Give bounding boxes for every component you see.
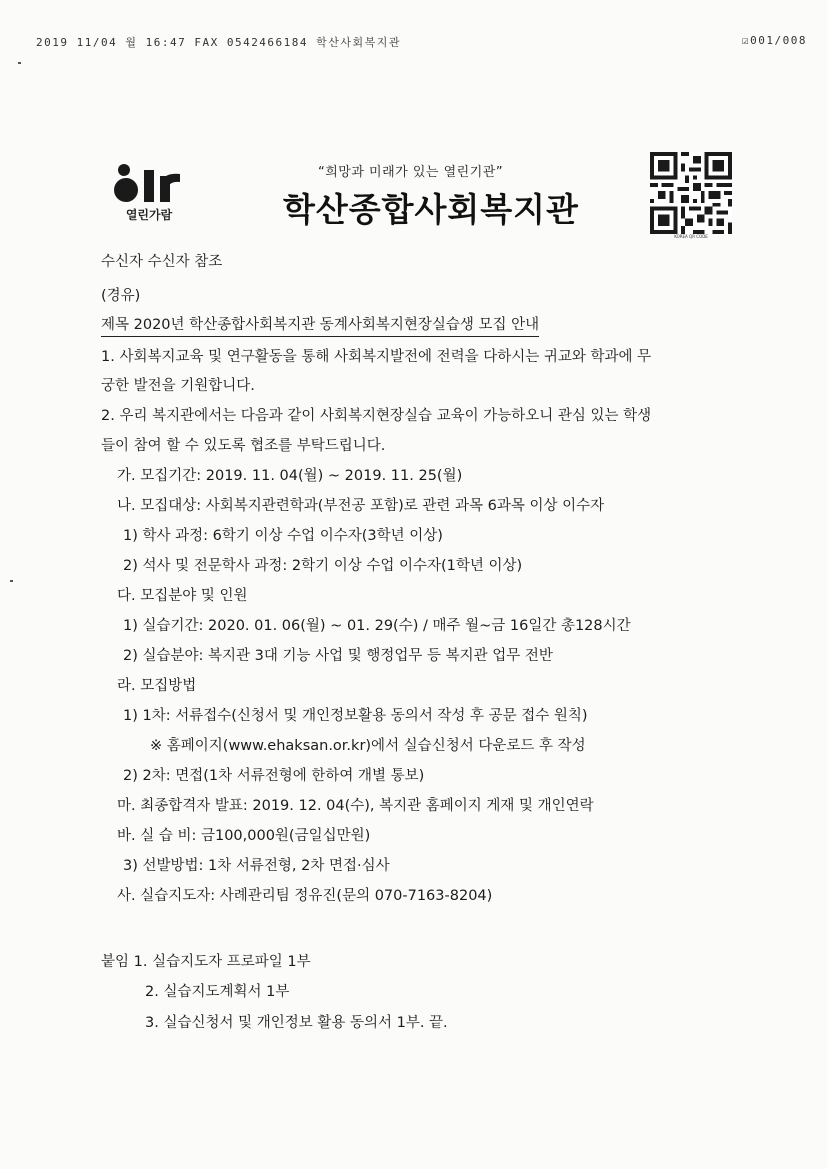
item-sa: 사. 실습지도자: 사례관리팀 정유진(문의 070-7163-8204) bbox=[117, 888, 493, 904]
paragraph-2-line-2: 들이 참여 할 수 있도록 협조를 부탁드립니다. bbox=[101, 438, 386, 454]
scan-speck bbox=[10, 580, 13, 582]
via-line: (경유) bbox=[101, 288, 141, 304]
item-ra: 라. 모집방법 bbox=[117, 678, 197, 694]
paragraph-2-line-1: 2. 우리 복지관에서는 다음과 같이 사회복지현장실습 교육이 가능하오니 관심 있는 학생 bbox=[101, 408, 652, 424]
paragraph-1-line-2: 궁한 발전을 기원합니다. bbox=[101, 378, 255, 394]
fax-page-counter: ☑001/008 bbox=[742, 34, 807, 47]
fax-transmission-info: 2019 11/04 월 16:47 FAX 0542466184 학산사회복지관 bbox=[36, 36, 402, 49]
item-ga: 가. 모집기간: 2019. 11. 04(월) ~ 2019. 11. 25(월) bbox=[117, 468, 463, 484]
item-na-2: 2) 석사 및 전문학사 과정: 2학기 이상 수업 이수자(1학년 이상) bbox=[123, 558, 523, 574]
item-na-1: 1) 학사 과정: 6학기 이상 수업 이수자(3학년 이상) bbox=[123, 528, 443, 544]
item-da-1: 1) 실습기간: 2020. 01. 06(월) ~ 01. 29(수) / 매주 월~금 16일간 총128시간 bbox=[123, 618, 631, 634]
scan-speck bbox=[18, 62, 21, 64]
item-ra-2: 2) 2차: 면접(1차 서류전형에 한하여 개별 통보) bbox=[123, 768, 425, 784]
recipient-line: 수신자 수신자 참조 bbox=[101, 254, 223, 270]
logo-text: 열린가람 bbox=[125, 208, 173, 222]
item-da-2: 2) 실습분야: 복지관 3대 기능 사업 및 행정업무 등 복지관 업무 전반 bbox=[123, 648, 553, 664]
item-ra-note: ※ 홈페이지(www.ehaksan.or.kr)에서 실습신청서 다운로드 후 작성 bbox=[150, 738, 586, 754]
item-da: 다. 모집분야 및 인원 bbox=[117, 588, 248, 604]
attachment-1: 붙임 1. 실습지도자 프로파일 1부 bbox=[101, 954, 311, 970]
item-ba-3: 3) 선발방법: 1차 서류전형, 2차 면접·심사 bbox=[123, 858, 390, 874]
attachment-2: 2. 실습지도계획서 1부 bbox=[145, 984, 290, 1000]
item-ba: 바. 실 습 비: 금100,000원(금일십만원) bbox=[117, 828, 371, 844]
organization-name: 학산종합사회복지관 bbox=[283, 190, 579, 229]
item-ma: 마. 최종합격자 발표: 2019. 12. 04(수), 복지관 홈페이지 게재 및 개인연락 bbox=[117, 798, 594, 814]
qr-caption: KOREA QR CODE bbox=[674, 234, 708, 239]
paragraph-1-line-1: 1. 사회복지교육 및 연구활동을 통해 사회복지발전에 전력을 다하시는 귀교와 학과에 무 bbox=[101, 349, 652, 365]
qr-code-icon bbox=[650, 152, 732, 234]
item-na: 나. 모집대상: 사회복지관련학과(부전공 포함)로 관련 과목 6과목 이상 이수자 bbox=[117, 498, 605, 514]
slogan: “희망과 미래가 있는 열린기관” bbox=[318, 165, 504, 180]
subject-line: 제목 2020년 학산종합사회복지관 동계사회복지현장실습생 모집 안내 bbox=[101, 313, 539, 337]
item-ra-1: 1) 1차: 서류접수(신청서 및 개인정보활용 동의서 작성 후 공문 접수 원칙) bbox=[123, 708, 588, 724]
attachment-3: 3. 실습신청서 및 개인정보 활용 동의서 1부. 끝. bbox=[145, 1015, 448, 1031]
